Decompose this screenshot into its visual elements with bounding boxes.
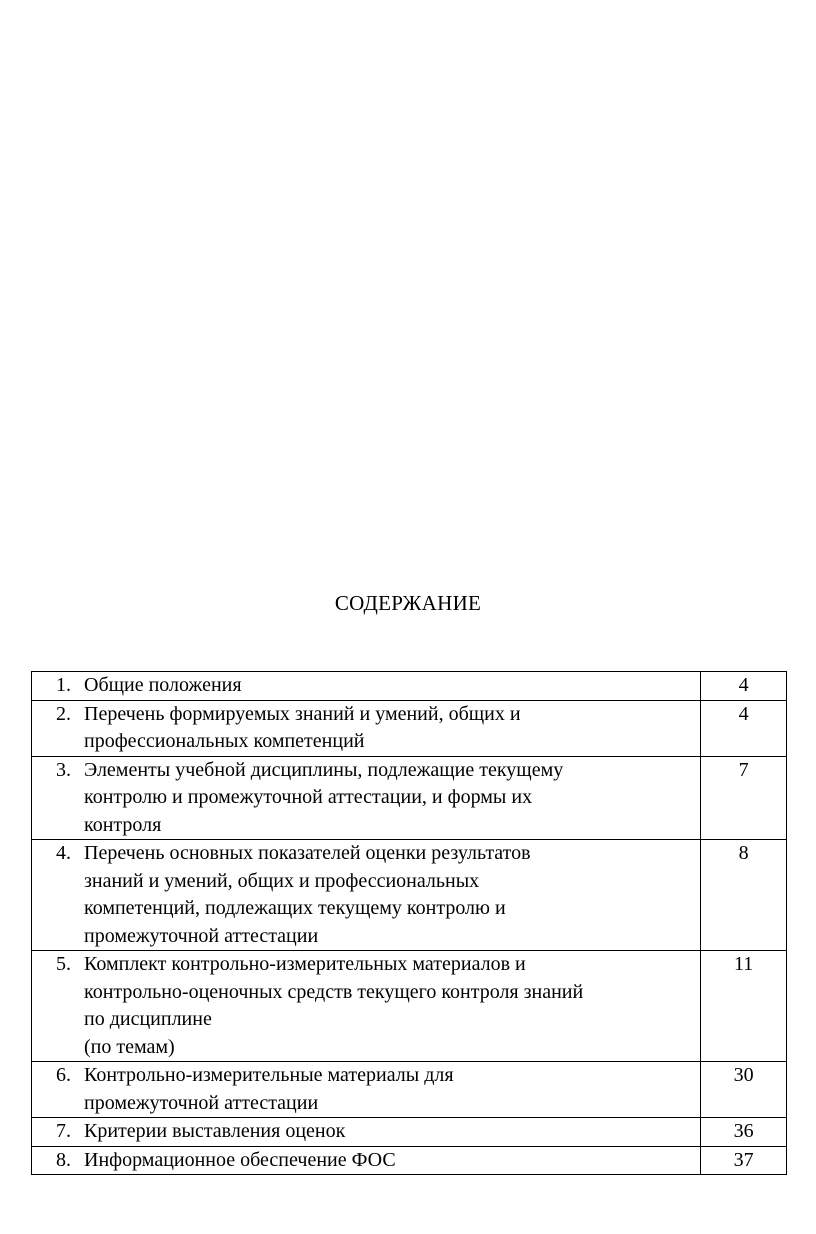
toc-entry-line: Критерии выставления оценок (84, 1120, 346, 1142)
table-row (32, 1062, 787, 1118)
toc-entry-number: 7. (56, 1120, 71, 1142)
toc-entry-line: Комплект контрольно-измерительных материалов и (84, 953, 526, 975)
toc-page-number: 11 (701, 951, 787, 1062)
table-row (32, 756, 787, 840)
toc-entry-number: 1. (56, 674, 71, 696)
toc-page-number: 36 (701, 1118, 787, 1147)
toc-entry-line: Информационное обеспечение ФОС (84, 1148, 396, 1171)
toc-entry-cell (32, 951, 701, 1062)
toc-entry-title (84, 672, 700, 700)
toc-entry-title (84, 701, 700, 756)
toc-entry-cell (32, 756, 701, 840)
toc-entry-line: контролю и промежуточной аттестации, и формы их (84, 786, 533, 808)
toc-entry-line: Перечень формируемых знаний и умений, общих и (84, 702, 521, 725)
toc-entry-title (84, 1062, 700, 1117)
toc-entry-line: контрольно-оценочных средств текущего контроля знаний (84, 980, 584, 1003)
toc-entry-number: 3. (56, 758, 71, 781)
table-row (32, 951, 787, 1062)
toc-entry-line: профессиональных компетенций (84, 730, 365, 752)
toc-entry-number: 5. (56, 953, 71, 975)
toc-entry-cell (32, 672, 701, 701)
toc-entry-title (84, 1118, 700, 1146)
page-title: СОДЕРЖАНИЕ (334, 591, 482, 615)
table-row (32, 672, 787, 701)
table-row (32, 840, 787, 951)
toc-entry-line: Элементы учебной дисциплины, подлежащие текущему (84, 758, 564, 781)
toc-entry-number: 8. (56, 1148, 71, 1171)
toc-entry-line: контроля (84, 813, 162, 836)
toc-page-number: 4 (701, 672, 787, 701)
toc-entry-line: промежуточной аттестации (84, 1091, 319, 1114)
table-row (32, 700, 787, 756)
table-row (32, 1146, 787, 1175)
toc-entry-line: (по темам) (84, 1035, 175, 1058)
toc-entry-title (84, 757, 700, 840)
toc-entry-line: знаний и умений, общих и профессиональных (84, 869, 480, 892)
toc-entry-cell (32, 700, 701, 756)
toc-entry-number: 2. (56, 702, 71, 725)
toc-page-number: 30 (701, 1062, 787, 1118)
table-row (32, 1118, 787, 1147)
toc-entry-cell (32, 1062, 701, 1118)
toc-entry-line: компетенций, подлежащих текущему контролю и (84, 897, 506, 919)
toc-entry-title (84, 951, 700, 1061)
toc-entry-line: промежуточной аттестации (84, 924, 319, 947)
toc-entry-number: 4. (56, 842, 71, 864)
toc-entry-line: Перечень основных показателей оценки результатов (84, 842, 531, 864)
toc-entry-line: по дисциплине (84, 1008, 212, 1030)
table-of-contents (31, 671, 787, 1175)
toc-entry-line: Контрольно-измерительные материалы для (84, 1064, 454, 1086)
toc-entry-cell (32, 840, 701, 951)
toc-entry-cell (32, 1118, 701, 1147)
toc-entry-title (84, 1147, 700, 1175)
toc-page-number: 4 (701, 700, 787, 756)
toc-page-number: 8 (701, 840, 787, 951)
toc-entry-line: Общие положения (84, 674, 242, 696)
toc-entry-title (84, 840, 700, 950)
toc-page-number: 37 (701, 1146, 787, 1175)
toc-page-number: 7 (701, 756, 787, 840)
toc-entry-number: 6. (56, 1064, 71, 1086)
toc-entry-cell (32, 1146, 701, 1175)
